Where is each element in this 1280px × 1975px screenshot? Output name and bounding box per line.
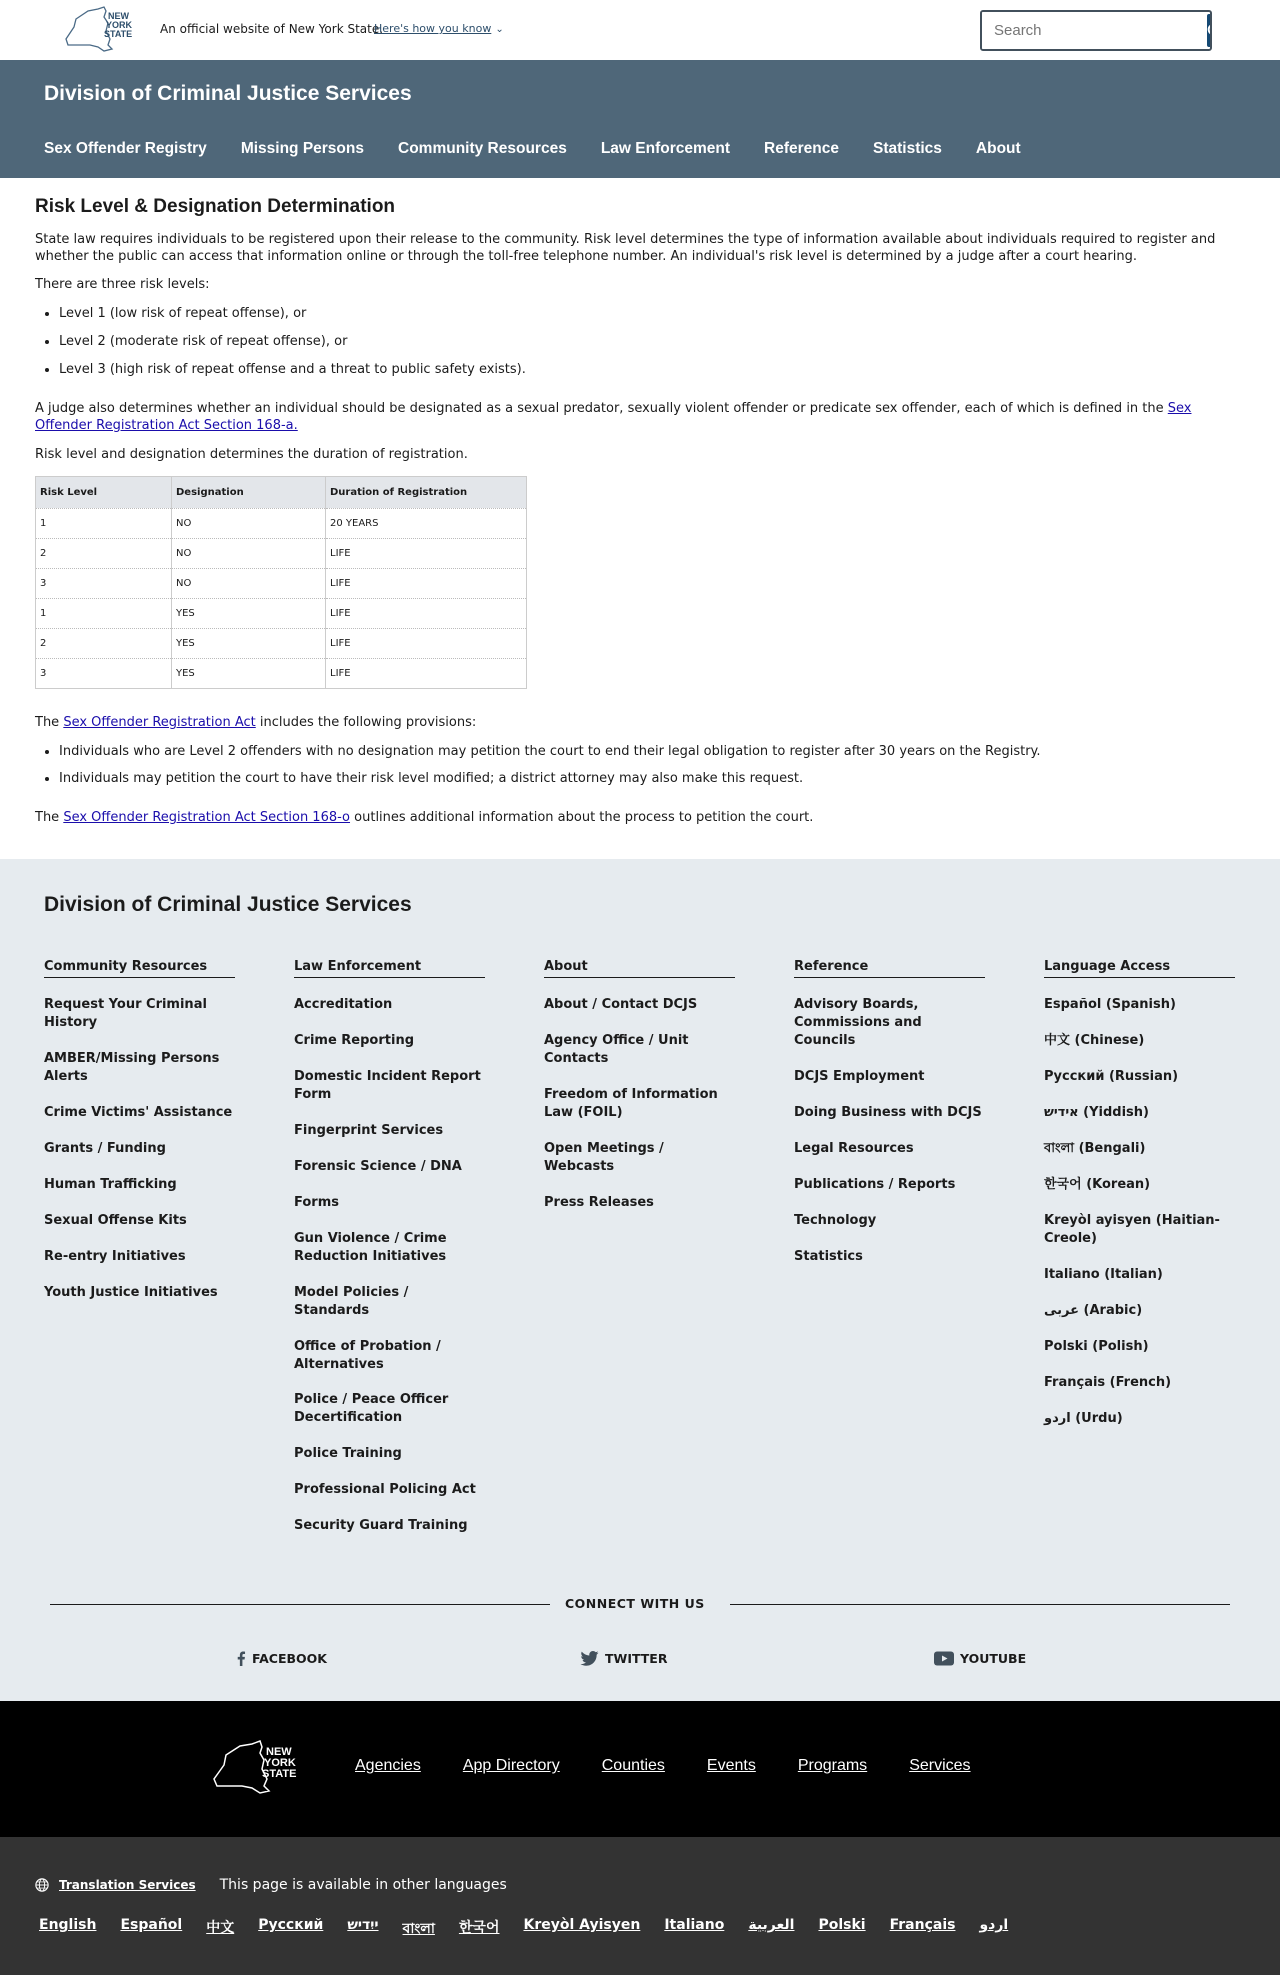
footer-link[interactable]: 中文 (Chinese) <box>1044 1033 1145 1049</box>
connect-label: CONNECT WITH US <box>565 1596 705 1612</box>
table-row <box>36 628 527 658</box>
footer-link[interactable]: Crime Victims' Assistance <box>44 1105 233 1121</box>
table-cell: 20 YEARS <box>326 508 527 538</box>
sora-168a-link[interactable]: Sex Offender Registration Act Section 168-a. <box>35 401 1192 433</box>
footer-column-law-enforcement <box>294 959 485 1553</box>
nav-sex-offender-registry[interactable]: Sex Offender Registry <box>44 140 207 157</box>
footer-link[interactable]: Office of Probation / Alternatives <box>294 1338 441 1372</box>
page-title: Risk Level & Designation Determination <box>35 196 396 217</box>
table-cell: NO <box>172 508 326 538</box>
facebook-icon <box>236 1651 246 1666</box>
footer-link[interactable]: Security Guard Training <box>294 1518 468 1534</box>
footer-link[interactable]: Press Releases <box>544 1194 654 1210</box>
nav-community-resources[interactable]: Community Resources <box>398 140 567 157</box>
table-cell: YES <box>172 598 326 628</box>
lang-french[interactable]: Français <box>889 1917 956 1934</box>
footer-link[interactable]: اردو (Urdu) <box>1044 1410 1123 1426</box>
table-header-row <box>36 476 527 508</box>
youtube-icon <box>934 1651 954 1666</box>
logo-word-state: STATE <box>104 29 133 39</box>
lang-urdu[interactable]: اردو <box>979 1917 1009 1934</box>
search-box <box>980 10 1212 51</box>
footer-link[interactable]: אידיש (Yiddish) <box>1044 1105 1149 1121</box>
table-header: Designation <box>172 476 326 508</box>
table-cell: 3 <box>36 568 172 598</box>
footer-link[interactable]: 한국어 (Korean) <box>1044 1176 1151 1192</box>
footer-link[interactable]: Request Your Criminal History <box>44 997 207 1031</box>
footer-link[interactable]: Fingerprint Services <box>294 1123 444 1139</box>
ny-state-logo-icon[interactable] <box>212 1739 306 1795</box>
footer-link[interactable]: About / Contact DCJS <box>544 997 698 1013</box>
footer-link[interactable]: Agency Office / Unit Contacts <box>544 1033 689 1067</box>
table-cell: NO <box>172 568 326 598</box>
table-row <box>36 568 527 598</box>
footer-link[interactable]: Français (French) <box>1044 1374 1172 1390</box>
footer-column-heading: Reference <box>794 959 985 978</box>
sora-link[interactable]: Sex Offender Registration Act <box>63 714 256 730</box>
table-cell: 2 <box>36 538 172 568</box>
table-cell: 2 <box>36 628 172 658</box>
search-input[interactable] <box>982 12 1205 49</box>
judge-text: A judge also determines whether an individual should be designated as a sexual predator, sexually violent offender or predicate sex offender, each of which is defined in the <box>35 401 1168 417</box>
logo-word-state: STATE <box>262 1768 297 1781</box>
global-link-counties[interactable]: Counties <box>601 1757 665 1775</box>
table-cell: 3 <box>36 658 172 688</box>
footer-column-heading: Language Access <box>1044 959 1235 978</box>
duration-text: Risk level and designation determines the duration of registration. <box>35 446 468 462</box>
footer-column-heading: About <box>544 959 735 978</box>
lang-english[interactable]: English <box>39 1917 97 1934</box>
footer-link[interactable]: عربى (Arabic) <box>1044 1302 1143 1318</box>
footer-link[interactable]: Русский (Russian) <box>1044 1069 1179 1085</box>
list-item: • Level 3 (high risk of repeat offense and a threat to public safety exists). <box>59 362 1245 379</box>
nav-about[interactable]: About <box>975 140 1021 157</box>
how-you-know-link[interactable] <box>374 22 504 35</box>
outline-pre: The <box>35 810 64 826</box>
lang-polish[interactable]: Polski <box>818 1917 866 1934</box>
lang-arabic[interactable]: العربية <box>748 1917 795 1934</box>
lang-bengali[interactable]: বাংলা <box>402 1921 435 1938</box>
footer-column-reference <box>794 959 985 1553</box>
logo-word-york: YORK <box>264 1757 296 1770</box>
connect-with-us <box>50 1593 1230 1617</box>
ny-state-logo-icon[interactable] <box>64 5 142 53</box>
intro-paragraph: State law requires individuals to be registered upon their release to the community. Risk level determines the type of information available about individuals required to register and whether the public can access that information online or through the toll-free telephone number. An individual's risk level is determined by a judge after a court hearing. <box>35 231 1216 264</box>
lang-russian[interactable]: Русский <box>258 1917 324 1934</box>
footer-link[interactable]: Police / Peace Officer Decertification <box>294 1392 449 1426</box>
table-header: Duration of Registration <box>326 476 527 508</box>
youtube-link[interactable] <box>934 1651 1026 1666</box>
table-cell: YES <box>172 658 326 688</box>
footer-column-language-access <box>1044 959 1235 1553</box>
footer-link[interactable]: Human Trafficking <box>44 1176 177 1192</box>
footer-column-heading: Community Resources <box>44 959 235 978</box>
divider <box>50 1604 550 1605</box>
table-row <box>36 538 527 568</box>
footer-link[interactable]: Gun Violence / Crime Reduction Initiatives <box>294 1230 447 1264</box>
main-content <box>0 178 1280 859</box>
nav-statistics[interactable]: Statistics <box>873 140 942 157</box>
footer-link[interactable]: Freedom of Information Law (FOIL) <box>544 1087 718 1121</box>
duration-table <box>35 476 527 689</box>
nav-missing-persons[interactable]: Missing Persons <box>240 140 364 157</box>
global-footer <box>0 1701 1280 1837</box>
footer-link[interactable]: AMBER/Missing Persons Alerts <box>44 1051 220 1085</box>
twitter-link[interactable] <box>580 1651 667 1666</box>
translation-services-link[interactable]: Translation Services <box>59 1878 196 1893</box>
youtube-label: YOUTUBE <box>960 1651 1027 1667</box>
table-cell: LIFE <box>326 658 527 688</box>
table-cell: LIFE <box>326 568 527 598</box>
social-links <box>44 1651 1236 1673</box>
nav-reference[interactable]: Reference <box>764 140 839 157</box>
lang-italian[interactable]: Italiano <box>664 1917 725 1934</box>
footer-column-about <box>544 959 735 1553</box>
footer-link[interactable]: Crime Reporting <box>294 1033 415 1049</box>
twitter-icon <box>580 1651 599 1666</box>
official-site-text: An official website of New York State. <box>160 22 384 36</box>
footer-link[interactable]: Polski (Polish) <box>1044 1338 1149 1354</box>
footer-link[interactable]: Legal Resources <box>794 1140 914 1156</box>
facebook-label: FACEBOOK <box>252 1651 327 1667</box>
footer-link[interactable]: Kreyòl ayisyen (Haitian-Creole) <box>1044 1212 1220 1246</box>
footer-link[interactable]: Grants / Funding <box>44 1140 166 1156</box>
table-row <box>36 508 527 538</box>
table-cell: 1 <box>36 598 172 628</box>
search-icon <box>1207 23 1212 39</box>
provisions-pre: The <box>35 714 64 730</box>
sora-168o-link[interactable]: Sex Offender Registration Act Section 168-o <box>63 810 351 826</box>
facebook-link[interactable] <box>236 1651 327 1666</box>
global-link-events[interactable]: Events <box>706 1757 756 1775</box>
agency-header <box>0 60 1280 178</box>
footer-link[interactable]: Re-entry Initiatives <box>44 1248 186 1264</box>
global-link-agencies[interactable]: Agencies <box>355 1757 421 1775</box>
footer-title: Division of Criminal Justice Services <box>44 893 412 917</box>
list-item: • Individuals who are Level 2 offenders with no designation may petition the court to end their legal obligation to register after 30 years on the Registry. <box>59 744 1245 761</box>
divider <box>730 1604 1230 1605</box>
universal-header <box>0 0 1280 60</box>
list-item: • Level 1 (low risk of repeat offense), or <box>59 306 1245 323</box>
translation-row <box>35 1877 507 1893</box>
judge-paragraph <box>35 401 1245 435</box>
lang-spanish[interactable]: Español <box>120 1917 183 1934</box>
table-row <box>36 658 527 688</box>
footer-link[interactable]: Doing Business with DCJS <box>794 1105 982 1121</box>
provisions-post: includes the following provisions: <box>255 714 477 730</box>
global-link-services[interactable]: Services <box>909 1757 971 1775</box>
footer-link[interactable]: Youth Justice Initiatives <box>44 1284 218 1300</box>
footer-link[interactable]: Sexual Offense Kits <box>44 1212 187 1228</box>
footer-link[interactable]: Technology <box>794 1212 877 1228</box>
chevron-down-icon: ⌄ <box>495 24 504 35</box>
footer-link[interactable]: Domestic Incident Report Form <box>294 1069 481 1103</box>
agency-nav <box>44 140 1021 158</box>
table-cell: LIFE <box>326 628 527 658</box>
table-cell: LIFE <box>326 598 527 628</box>
logo-word-new: NEW <box>266 1746 292 1759</box>
three-levels-text: There are three risk levels: <box>35 277 210 293</box>
footer-link[interactable]: Forms <box>294 1194 339 1210</box>
global-link-programs[interactable]: Programs <box>797 1757 868 1775</box>
provisions-paragraph <box>35 715 1245 732</box>
lang-chinese[interactable]: 中文 <box>206 1920 235 1937</box>
outline-post: outlines additional information about the process to petition the court. <box>350 810 814 826</box>
table-cell: NO <box>172 538 326 568</box>
global-footer-links <box>355 1757 971 1775</box>
footer-link[interactable]: Accreditation <box>294 997 393 1013</box>
footer-link[interactable]: Advisory Boards, Commissions and Councils <box>794 997 922 1049</box>
search-button[interactable] <box>1207 14 1212 47</box>
list-item: • Level 2 (moderate risk of repeat offense), or <box>59 334 1245 351</box>
lang-korean[interactable]: 한국어 <box>458 1920 500 1937</box>
footer-link[interactable]: বাংলা (Bengali) <box>1044 1141 1146 1157</box>
footer-link[interactable]: Professional Policing Act <box>294 1482 476 1498</box>
footer-link[interactable]: Police Training <box>294 1446 402 1462</box>
risk-levels-list <box>59 306 1245 379</box>
table-row <box>36 598 527 628</box>
provisions-list <box>59 744 1245 789</box>
footer-link[interactable]: Statistics <box>794 1248 863 1264</box>
footer-link[interactable]: Open Meetings / Webcasts <box>544 1140 664 1174</box>
agency-title[interactable]: Division of Criminal Justice Services <box>44 82 412 105</box>
footer-link[interactable]: DCJS Employment <box>794 1069 925 1085</box>
globe-icon <box>35 1878 49 1892</box>
footer-link[interactable]: Publications / Reports <box>794 1176 956 1192</box>
table-cell: LIFE <box>326 538 527 568</box>
twitter-label: TWITTER <box>605 1651 668 1667</box>
footer-column-community <box>44 959 235 1553</box>
global-link-app-directory[interactable]: App Directory <box>462 1757 560 1775</box>
table-cell: YES <box>172 628 326 658</box>
table-cell: 1 <box>36 508 172 538</box>
agency-footer <box>0 859 1280 1701</box>
footer-column-heading: Law Enforcement <box>294 959 485 978</box>
lang-yiddish[interactable]: ייִדיש <box>347 1917 379 1934</box>
lang-haitian-creole[interactable]: Kreyòl Ayisyen <box>523 1917 641 1934</box>
footer-link[interactable]: Español (Spanish) <box>1044 997 1176 1013</box>
footer-link[interactable]: Model Policies / Standards <box>294 1284 409 1318</box>
list-item: • Individuals may petition the court to have their risk level modified; a district attorney may also make this request. <box>59 771 1245 788</box>
translation-bar <box>0 1837 1280 1975</box>
logo-word-york: YORK <box>106 20 133 30</box>
logo-word-new: NEW <box>108 11 129 21</box>
table-header: Risk Level <box>36 476 172 508</box>
footer-columns <box>44 959 1236 1553</box>
translation-note: This page is available in other languages <box>219 1877 507 1894</box>
nav-law-enforcement[interactable]: Law Enforcement <box>600 140 731 157</box>
language-links <box>39 1917 1032 1941</box>
footer-link[interactable]: Italiano (Italian) <box>1044 1266 1163 1282</box>
footer-link[interactable]: Forensic Science / DNA <box>294 1158 462 1174</box>
how-you-know-label: Here's how you know <box>374 22 492 35</box>
outline-paragraph <box>35 810 1245 827</box>
